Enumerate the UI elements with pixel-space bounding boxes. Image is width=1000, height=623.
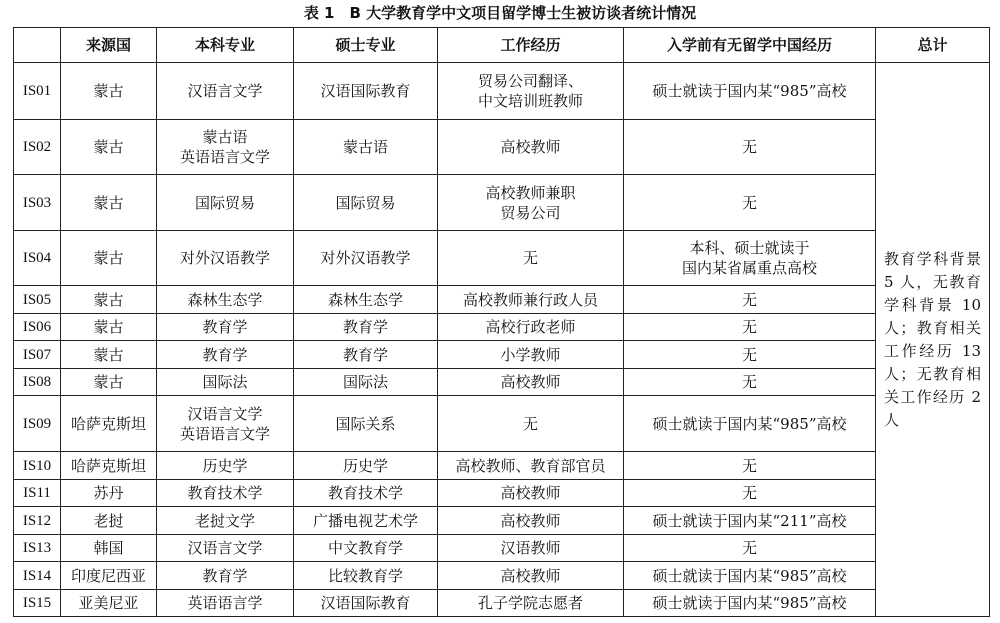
master-major-cell: 中文教育学 xyxy=(294,535,438,562)
row-id: IS07 xyxy=(14,341,61,369)
country-cell: 韩国 xyxy=(61,535,157,562)
table-row xyxy=(14,590,990,617)
country-cell: 蒙古 xyxy=(61,63,157,120)
work-experience-cell: 高校教师、教育部官员 xyxy=(438,452,624,480)
master-major-cell: 教育学 xyxy=(294,314,438,341)
bachelor-major-cell: 国际法 xyxy=(157,369,294,396)
country-cell: 老挝 xyxy=(61,507,157,535)
bachelor-major-cell: 教育学 xyxy=(157,341,294,369)
china-experience-cell: 无 xyxy=(624,369,876,396)
header-total: 总计 xyxy=(876,28,990,63)
master-major-cell: 对外汉语教学 xyxy=(294,231,438,286)
bachelor-major-cell: 汉语言文学 英语语言文学 xyxy=(157,396,294,452)
china-experience-cell: 无 xyxy=(624,341,876,369)
master-major-cell: 历史学 xyxy=(294,452,438,480)
country-cell: 蒙古 xyxy=(61,314,157,341)
row-id: IS01 xyxy=(14,63,61,120)
bachelor-major-cell: 国际贸易 xyxy=(157,175,294,231)
work-experience-cell: 高校教师 xyxy=(438,120,624,175)
country-cell: 蒙古 xyxy=(61,286,157,314)
country-cell: 蒙古 xyxy=(61,341,157,369)
china-experience-cell: 硕士就读于国内某“985”高校 xyxy=(624,590,876,617)
row-id: IS14 xyxy=(14,562,61,590)
master-major-cell: 教育学 xyxy=(294,341,438,369)
master-major-cell: 蒙古语 xyxy=(294,120,438,175)
country-cell: 蒙古 xyxy=(61,369,157,396)
china-experience-cell: 硕士就读于国内某“211”高校 xyxy=(624,507,876,535)
master-major-cell: 汉语国际教育 xyxy=(294,63,438,120)
master-major-cell: 广播电视艺术学 xyxy=(294,507,438,535)
master-major-cell: 国际关系 xyxy=(294,396,438,452)
header-china-experience: 入学前有无留学中国经历 xyxy=(624,28,876,63)
work-experience-cell: 高校教师 xyxy=(438,369,624,396)
country-cell: 哈萨克斯坦 xyxy=(61,396,157,452)
master-major-cell: 比较教育学 xyxy=(294,562,438,590)
country-cell: 亚美尼亚 xyxy=(61,590,157,617)
china-experience-cell: 本科、硕士就读于 国内某省属重点高校 xyxy=(624,231,876,286)
work-experience-cell: 高校行政老师 xyxy=(438,314,624,341)
header-country: 来源国 xyxy=(61,28,157,63)
master-major-cell: 森林生态学 xyxy=(294,286,438,314)
header-work: 工作经历 xyxy=(438,28,624,63)
master-major-cell: 汉语国际教育 xyxy=(294,590,438,617)
work-experience-cell: 无 xyxy=(438,396,624,452)
bachelor-major-cell: 汉语言文学 xyxy=(157,63,294,120)
bachelor-major-cell: 英语语言学 xyxy=(157,590,294,617)
header-row xyxy=(14,28,990,63)
country-cell: 哈萨克斯坦 xyxy=(61,452,157,480)
china-experience-cell: 无 xyxy=(624,452,876,480)
work-experience-cell: 高校教师 xyxy=(438,480,624,507)
row-id: IS02 xyxy=(14,120,61,175)
country-cell: 印度尼西亚 xyxy=(61,562,157,590)
bachelor-major-cell: 老挝文学 xyxy=(157,507,294,535)
work-experience-cell: 高校教师兼职 贸易公司 xyxy=(438,175,624,231)
china-experience-cell: 硕士就读于国内某“985”高校 xyxy=(624,396,876,452)
table-row xyxy=(14,286,990,314)
row-id: IS12 xyxy=(14,507,61,535)
table-row xyxy=(14,535,990,562)
statistics-table xyxy=(13,27,990,617)
china-experience-cell: 硕士就读于国内某“985”高校 xyxy=(624,562,876,590)
china-experience-cell: 无 xyxy=(624,535,876,562)
table-row xyxy=(14,480,990,507)
table-row xyxy=(14,175,990,231)
row-id: IS09 xyxy=(14,396,61,452)
table-row xyxy=(14,341,990,369)
header-id xyxy=(14,28,61,63)
table-caption: 表 1 B 大学教育学中文项目留学博士生被访谈者统计情况 xyxy=(303,4,697,22)
country-cell: 蒙古 xyxy=(61,120,157,175)
work-experience-cell: 高校教师兼行政人员 xyxy=(438,286,624,314)
row-id: IS11 xyxy=(14,480,61,507)
country-cell: 苏丹 xyxy=(61,480,157,507)
china-experience-cell: 无 xyxy=(624,286,876,314)
bachelor-major-cell: 森林生态学 xyxy=(157,286,294,314)
row-id: IS10 xyxy=(14,452,61,480)
work-experience-cell: 高校教师 xyxy=(438,507,624,535)
row-id: IS13 xyxy=(14,535,61,562)
bachelor-major-cell: 教育技术学 xyxy=(157,480,294,507)
row-id: IS08 xyxy=(14,369,61,396)
china-experience-cell: 无 xyxy=(624,175,876,231)
work-experience-cell: 孔子学院志愿者 xyxy=(438,590,624,617)
master-major-cell: 教育技术学 xyxy=(294,480,438,507)
row-id: IS03 xyxy=(14,175,61,231)
total-summary-cell: 教育学科背景 5 人，无教育学科背景 10 人；教育相关工作经历 13 人；无教育相关工作经历 2 人 xyxy=(876,63,990,617)
work-experience-cell: 小学教师 xyxy=(438,341,624,369)
bachelor-major-cell: 历史学 xyxy=(157,452,294,480)
work-experience-cell: 汉语教师 xyxy=(438,535,624,562)
table-row xyxy=(14,231,990,286)
master-major-cell: 国际法 xyxy=(294,369,438,396)
china-experience-cell: 无 xyxy=(624,120,876,175)
table-row xyxy=(14,120,990,175)
table-row xyxy=(14,396,990,452)
work-experience-cell: 无 xyxy=(438,231,624,286)
table-row xyxy=(14,63,990,120)
table-row xyxy=(14,507,990,535)
row-id: IS05 xyxy=(14,286,61,314)
china-experience-cell: 无 xyxy=(624,480,876,507)
country-cell: 蒙古 xyxy=(61,175,157,231)
table-row xyxy=(14,369,990,396)
bachelor-major-cell: 教育学 xyxy=(157,314,294,341)
china-experience-cell: 无 xyxy=(624,314,876,341)
bachelor-major-cell: 对外汉语教学 xyxy=(157,231,294,286)
table-row xyxy=(14,314,990,341)
master-major-cell: 国际贸易 xyxy=(294,175,438,231)
row-id: IS04 xyxy=(14,231,61,286)
row-id: IS06 xyxy=(14,314,61,341)
bachelor-major-cell: 蒙古语 英语语言文学 xyxy=(157,120,294,175)
work-experience-cell: 高校教师 xyxy=(438,562,624,590)
work-experience-cell: 贸易公司翻译、 中文培训班教师 xyxy=(438,63,624,120)
row-id: IS15 xyxy=(14,590,61,617)
country-cell: 蒙古 xyxy=(61,231,157,286)
header-bachelor: 本科专业 xyxy=(157,28,294,63)
table-row xyxy=(14,452,990,480)
china-experience-cell: 硕士就读于国内某“985”高校 xyxy=(624,63,876,120)
bachelor-major-cell: 汉语言文学 xyxy=(157,535,294,562)
header-master: 硕士专业 xyxy=(294,28,438,63)
table-row xyxy=(14,562,990,590)
bachelor-major-cell: 教育学 xyxy=(157,562,294,590)
